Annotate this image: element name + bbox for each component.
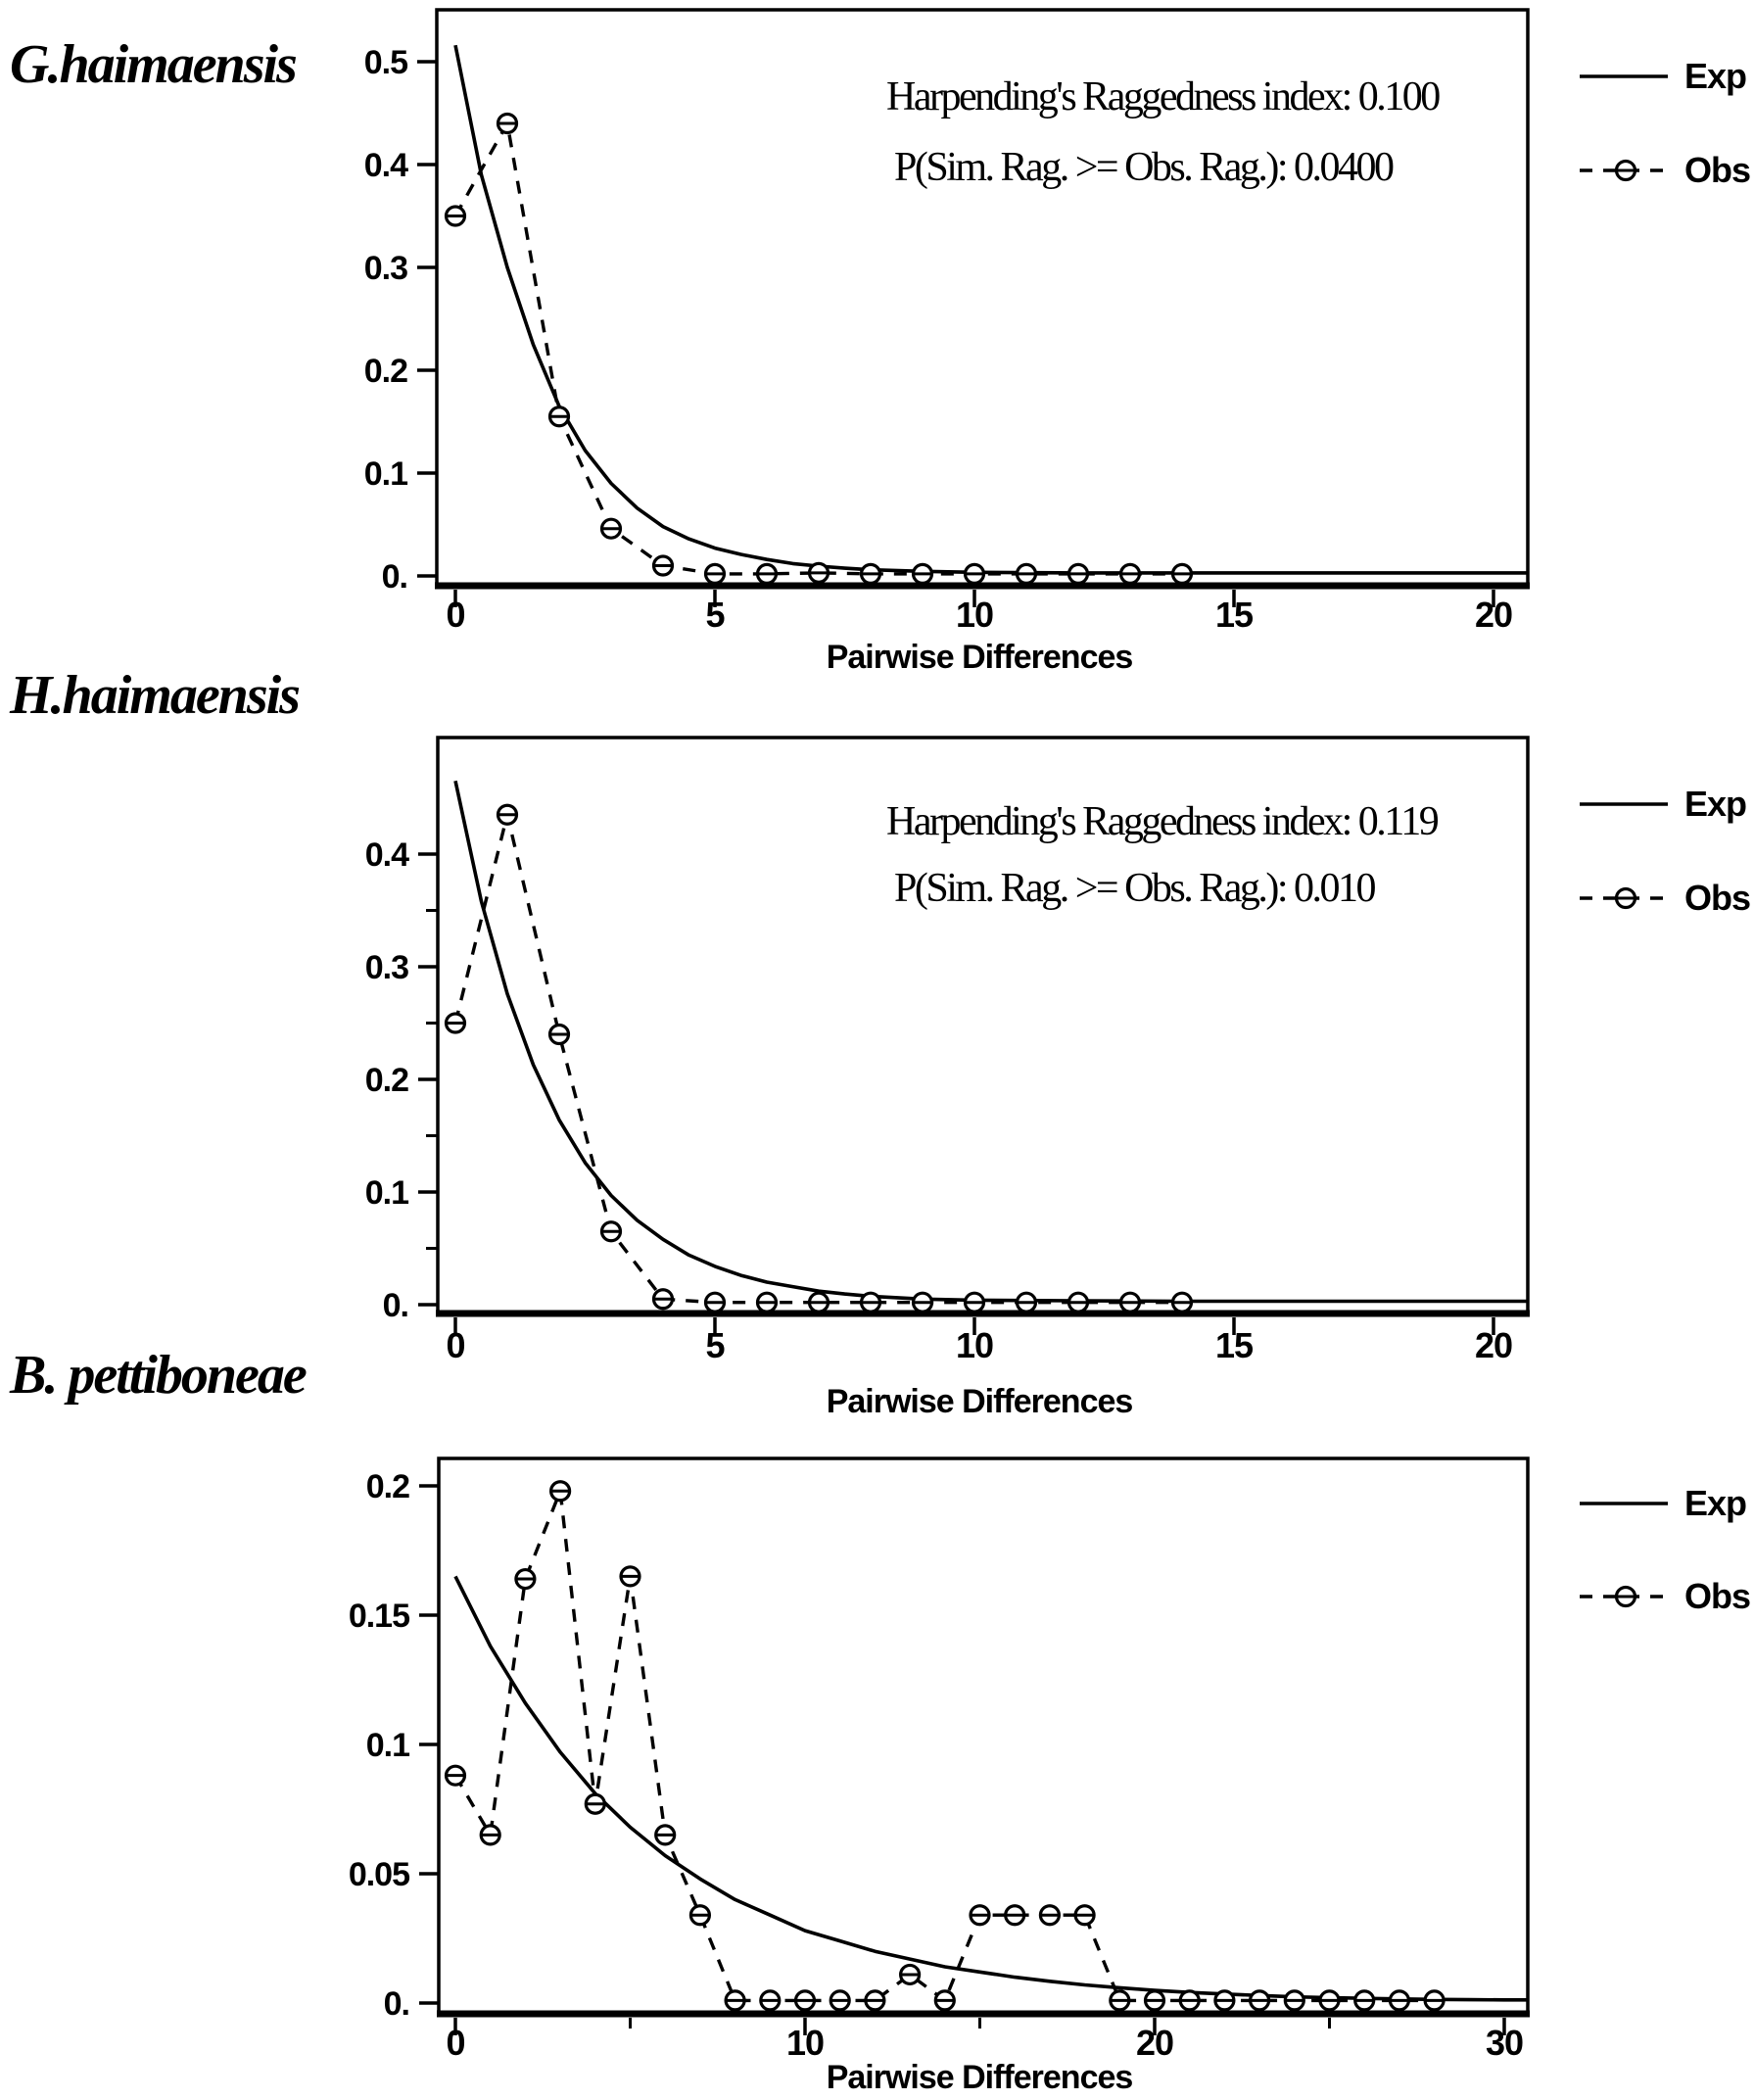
- exp-line: [455, 45, 1528, 573]
- legend-exp-label: Exp: [1684, 56, 1747, 96]
- y-tick-label: 0.15: [348, 1598, 409, 1635]
- x-tick-label: 10: [955, 595, 994, 635]
- p-value-annotation: P(Sim. Rag. >= Obs. Rag.): 0.010: [894, 866, 1375, 911]
- exp-line: [455, 1576, 1528, 1999]
- y-tick-label: 0.3: [363, 250, 407, 287]
- obs-line: [455, 1491, 1435, 2000]
- obs-line: [455, 123, 1182, 574]
- x-axis-title: Pairwise Differences: [826, 639, 1133, 676]
- raggedness-index-annotation: Harpending's Raggedness index: 0.119: [886, 799, 1438, 844]
- x-tick-label: 0: [446, 1325, 465, 1365]
- y-tick-label: 0.1: [363, 455, 407, 493]
- species-label: H.haimaensis: [10, 665, 299, 726]
- p-value-annotation: P(Sim. Rag. >= Obs. Rag.): 0.0400: [894, 145, 1393, 190]
- x-tick-label: 10: [955, 1325, 994, 1365]
- legend-obs-label: Obs: [1684, 150, 1751, 190]
- x-tick-label: 30: [1485, 2023, 1524, 2063]
- x-tick-label: 5: [705, 1325, 725, 1365]
- y-tick-label: 0.05: [348, 1856, 409, 1893]
- x-tick-label: 10: [785, 2023, 825, 2063]
- y-tick-label: 0.2: [365, 1468, 409, 1505]
- y-tick-label: 0.1: [365, 1727, 409, 1764]
- y-tick-label: 0.2: [363, 353, 407, 390]
- species-label: G.haimaensis: [10, 34, 296, 95]
- x-tick-label: 0: [446, 595, 465, 635]
- x-tick-label: 15: [1214, 595, 1254, 635]
- y-tick-label: 0.: [382, 1287, 408, 1324]
- x-tick-label: 5: [705, 595, 725, 635]
- raggedness-index-annotation: Harpending's Raggedness index: 0.100: [886, 74, 1439, 119]
- y-tick-label: 0.2: [364, 1062, 408, 1099]
- x-tick-label: 20: [1474, 595, 1513, 635]
- y-tick-label: 0.5: [363, 44, 407, 81]
- x-tick-label: 15: [1214, 1325, 1254, 1365]
- x-axis-title: Pairwise Differences: [826, 2059, 1133, 2096]
- legend-exp-label: Exp: [1684, 784, 1747, 824]
- y-tick-label: 0.: [383, 1985, 409, 2023]
- x-tick-label: 0: [446, 2023, 465, 2063]
- legend-exp-label: Exp: [1684, 1483, 1747, 1523]
- y-tick-label: 0.: [381, 558, 407, 596]
- y-tick-label: 0.3: [364, 949, 408, 986]
- legend-obs-label: Obs: [1684, 878, 1751, 918]
- legend-obs-label: Obs: [1684, 1576, 1751, 1616]
- species-label: B. pettiboneae: [10, 1345, 306, 1406]
- axis-frame: [439, 1458, 1528, 2014]
- y-tick-label: 0.4: [363, 147, 407, 184]
- y-tick-label: 0.4: [364, 836, 408, 874]
- x-axis-title: Pairwise Differences: [826, 1383, 1133, 1420]
- x-tick-label: 20: [1474, 1325, 1513, 1365]
- plot-panel-2: [349, 1458, 1750, 2063]
- x-tick-label: 20: [1135, 2023, 1174, 2063]
- y-tick-label: 0.1: [364, 1174, 408, 1212]
